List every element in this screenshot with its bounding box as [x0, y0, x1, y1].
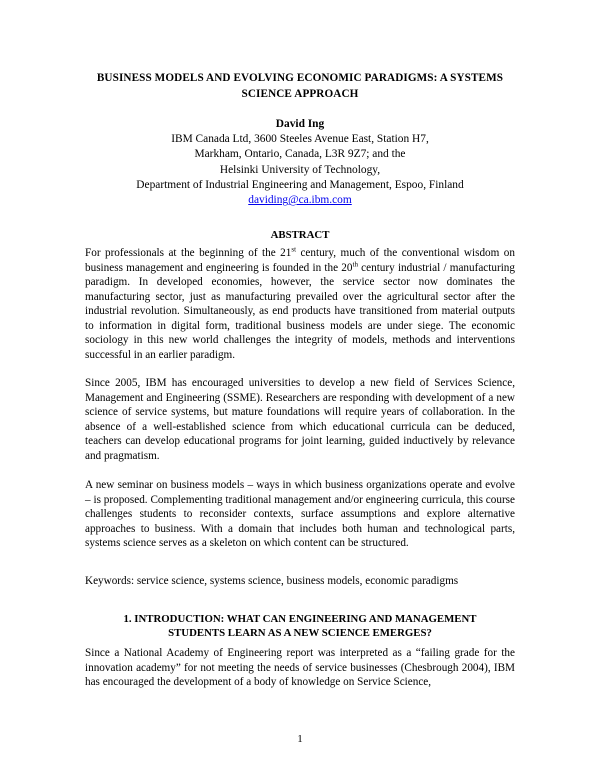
heading-line: STUDENTS LEARN AS A NEW SCIENCE EMERGES?: [168, 627, 432, 640]
abstract-paragraph-3: A new seminar on business models – ways in which business organizations operate and evolve – is proposed. Complementing traditional management and/or engineering curricula, this course challenges students to reconsider contexts, surface assumptions and explore alternative approaches to business. With a domain that includes both human and technological parts, systems science serves as a skeleton on which content can be structured.: [85, 479, 515, 549]
paper-title: [70, 70, 530, 102]
affiliation-line: Helsinki University of Technology,: [219, 163, 381, 176]
affiliation-line: Markham, Ontario, Canada, L3R 9Z7; and the: [194, 148, 406, 161]
keywords: Keywords: service science, systems science, business models, economic paradigms: [85, 575, 459, 587]
superscript: st: [291, 245, 297, 254]
abstract-paragraph-1: [85, 246, 515, 362]
author-block: [60, 117, 540, 208]
page-number: 1: [297, 733, 303, 745]
abstract-paragraph-2: Since 2005, IBM has encouraged universities to develop a new field of Services Science, Management and Engineering (SSME). Researchers are responding with development of a new science of service systems, but mature foundations will require years of collaboration. In the absence of a well-established science from which educational curricula can be deduced, teachers can develop educational programs for joint learning, guided inductively by relevance and pragmatism.: [85, 377, 515, 462]
title-line: SCIENCE APPROACH: [241, 88, 359, 100]
text-run: century, much of the conventional wisdom on business management and engineering is founded in the 20: [85, 247, 515, 274]
section-1-paragraph: Since a National Academy of Engineering report was interpreted as a “failing grade for the innovation academy” for not meeting the needs of service businesses (Chesbrough 2004), IBM has encouraged the development of a body of knowledge on Service Science,: [85, 647, 515, 688]
heading-line: 1. INTRODUCTION: WHAT CAN ENGINEERING AND MANAGEMENT: [123, 613, 477, 625]
author-email-link[interactable]: daviding@ca.ibm.com: [248, 194, 352, 207]
abstract-heading: ABSTRACT: [270, 229, 330, 241]
title-line: BUSINESS MODELS AND EVOLVING ECONOMIC PARADIGMS: A SYSTEMS: [96, 72, 504, 84]
author-name: David Ing: [275, 118, 325, 130]
superscript: th: [352, 259, 358, 268]
text-run: century industrial / manufacturing paradigm. In developed economies, however, the service sector now dominates the manufacturing sector, just as manufacturing prevailed over the agricultural sector after the industrial revolution. Simultaneously, as end products have transitioned from material outputs to information in digital form, traditional business models are under siege. The economic sociology in this new world challenges the integrity of models, methods and interventions successful in an earlier paradigm.: [85, 261, 515, 361]
text-run: For professionals at the beginning of the 21: [85, 247, 292, 259]
section-1-heading: [60, 612, 540, 641]
affiliation-line: Department of Industrial Engineering and Management, Espoo, Finland: [136, 178, 464, 191]
affiliation-line: IBM Canada Ltd, 3600 Steeles Avenue East, Station H7,: [171, 133, 429, 146]
